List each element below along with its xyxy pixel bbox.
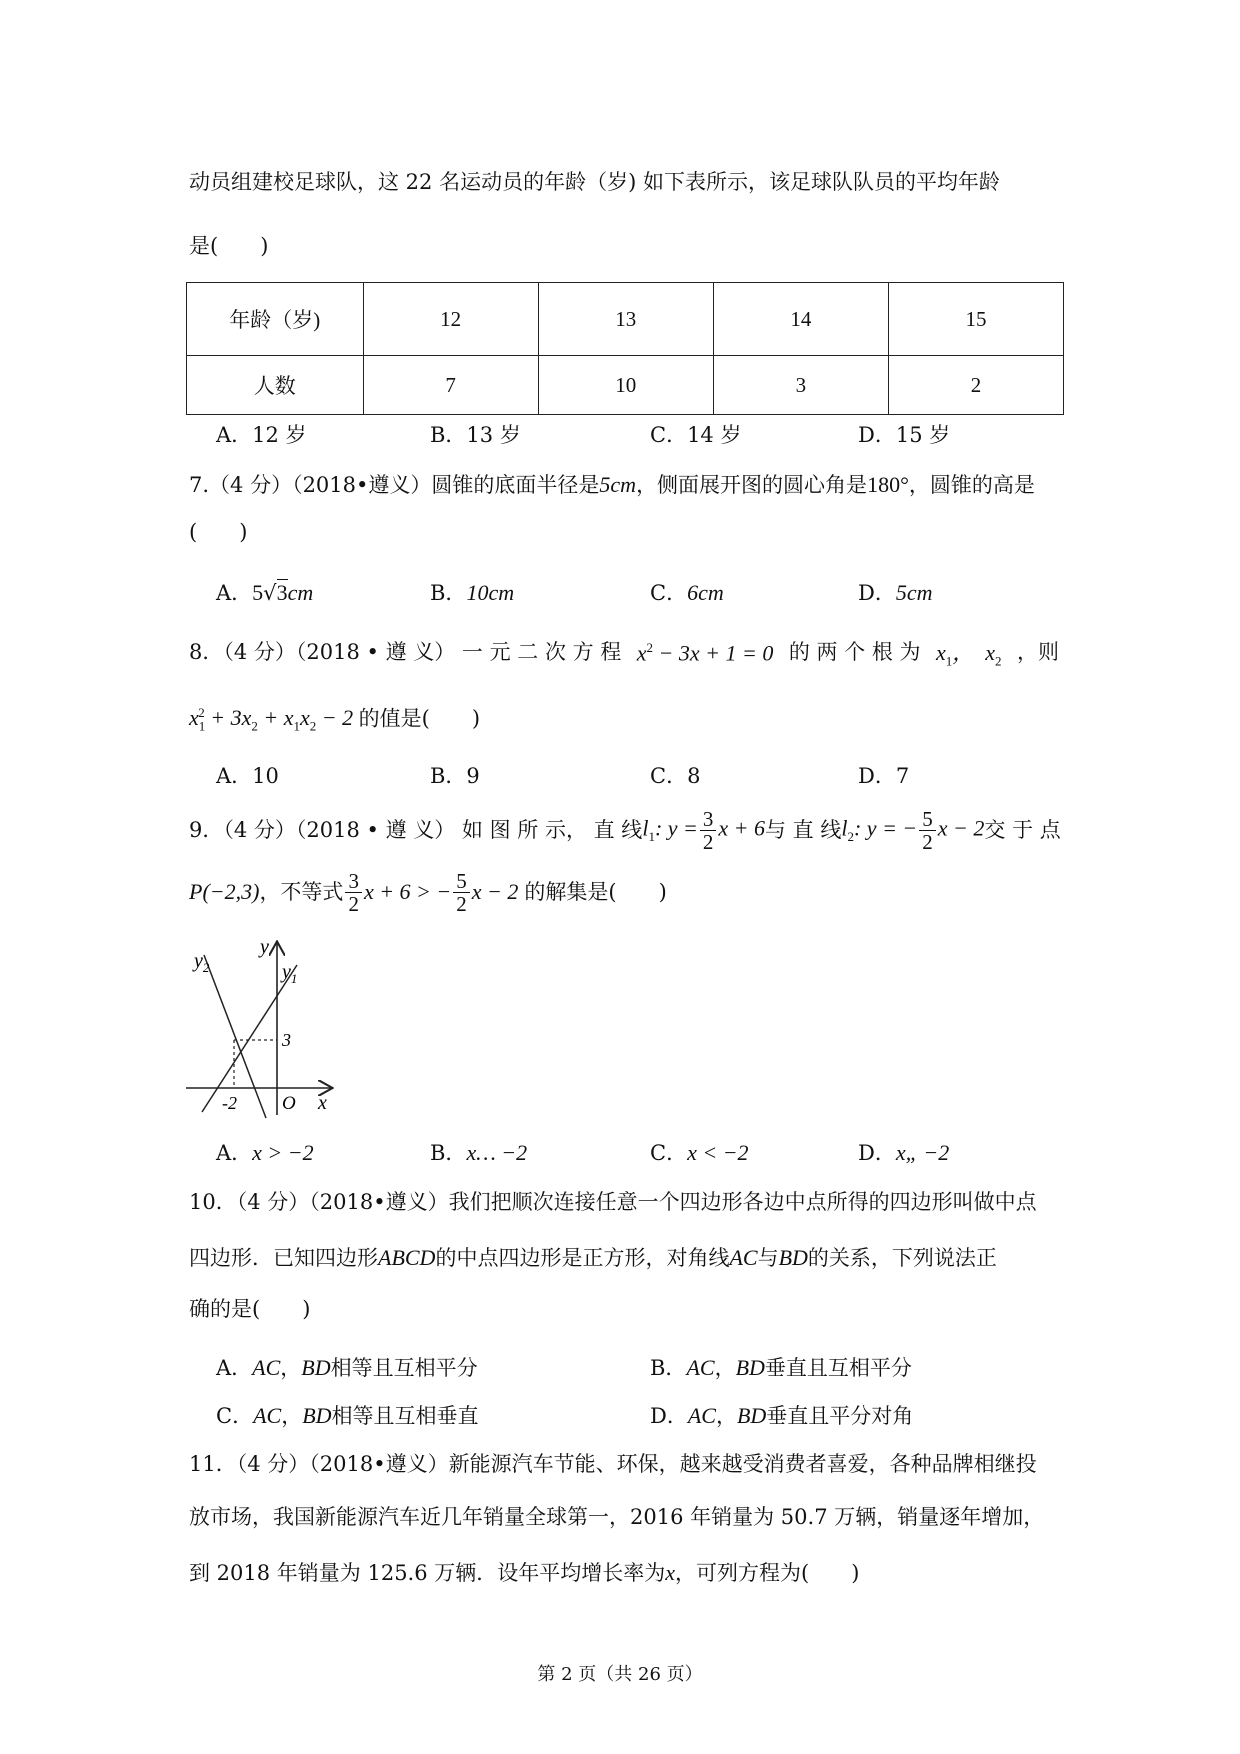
q9-option-a: A．x > −2 (216, 1140, 314, 1165)
q7-line1 (189, 472, 1035, 498)
q9-mid: 与 直 线 (765, 817, 842, 842)
q6-line2: 是( ) (189, 234, 269, 258)
y1-label: $y_1$ (282, 961, 298, 986)
table-row (187, 356, 1064, 415)
q8-option-d: D．7 (858, 764, 910, 788)
age-cell: 15 (888, 283, 1063, 356)
q7-option-b: B．10cm (430, 580, 515, 605)
y-axis-label: y (260, 936, 269, 958)
origin-label: O (282, 1093, 296, 1114)
q11-line3: 到 2018 年销量为 125.6 万辆．设年平均增长率为x，可列方程为( ) (189, 1560, 860, 1585)
count-cell: 10 (538, 356, 713, 415)
q8-equation: $x^2 - 3x + 1 = 0$ (636, 640, 774, 666)
q6-option-c: C．14 岁 (650, 423, 742, 447)
q8-line2 (189, 705, 480, 734)
q10-line3: 确的是( ) (189, 1297, 311, 1321)
tick-minus-2: -2 (222, 1093, 237, 1113)
q9-figure (186, 935, 336, 1120)
q8-expression: $x_1^2 + 3x_2 + x_1x_2 - 2$ (189, 705, 359, 734)
age-cell: 14 (713, 283, 888, 356)
age-cell: 13 (538, 283, 713, 356)
q7-mid: ，侧面展开图的圆心角是 (636, 473, 868, 497)
q8-mid: 的 两 个 根 为 (788, 640, 921, 664)
q7-option-d: D．5cm (858, 580, 933, 605)
q11-line2: 放市场，我国新能源汽车近几年销量全球第一，2016 年销量为 50.7 万辆，销量逐年增加， (189, 1505, 1045, 1529)
q9-line2-post: 的解集是( ) (524, 879, 667, 904)
q7-option-c: C．6cm (650, 580, 724, 605)
table-row (187, 283, 1064, 356)
q6-line1: 动员组建校足球队，这 22 名运动员的年龄（岁) 如下表所示，该足球队队员的平均年龄 (189, 170, 1000, 194)
q10-option-c: C．AC，BD相等且互相垂直 (216, 1403, 479, 1428)
q9-line-l1: $l_1$: y = $\frac{3}{2}$ x + 6 (642, 807, 765, 855)
q9-option-c: C．x < −2 (650, 1140, 749, 1165)
sqrt-symbol: √ (263, 581, 277, 605)
q6-option-b: B．13 岁 (430, 423, 521, 447)
tick-3: 3 (282, 1030, 291, 1050)
q8-pre: 8．（4 分）（2018 • 遵 义） 一 元 二 次 方 程 (189, 640, 622, 664)
q8-option-c: C．8 (650, 764, 701, 788)
q9-line-l2: $l_2$: y = − $\frac{5}{2}$ x − 2 (841, 807, 985, 855)
age-table (186, 282, 1064, 415)
q10-option-a: A．AC，BD相等且互相平分 (216, 1355, 478, 1380)
q10-line2: 四边形．已知四边形ABCD的中点四边形是正方形，对角线AC与BD的关系，下列说法正 (189, 1245, 997, 1270)
q7-option-a: A．5√3cm (216, 580, 314, 605)
q10-line1: 10．（4 分）（2018•遵义）我们把顺次连接任意一个四边形各边中点所得的四边形叫做中点 (189, 1190, 1037, 1214)
q11-line1: 11．（4 分）（2018•遵义）新能源汽车节能、环保，越来越受消费者喜爱，各种品牌相继投 (189, 1452, 1037, 1476)
q9-ineq-tail: x − 2 (471, 879, 519, 905)
q9-ineq-pre: ，不等式 (259, 879, 344, 904)
q6-option-a: A．12 岁 (216, 423, 307, 447)
count-header: 人数 (187, 356, 364, 415)
age-cell: 12 (363, 283, 538, 356)
q9-ineq-mid: x + 6 > − (363, 879, 452, 905)
page-footer: 第 2 页（共 26 页） (537, 1664, 703, 1685)
q8-option-a: A．10 (216, 764, 279, 788)
q9-pre: 9．（4 分）（2018 • 遵 义） 如 图 所 示， 直 线 (189, 817, 643, 842)
q8-line2-post: 的值是( ) (358, 706, 481, 731)
y2-label: $y_2$ (194, 950, 210, 975)
q9-point: P(−2,3) (189, 879, 260, 905)
q7-line2: ( ) (189, 520, 248, 544)
q10-option-b: B．AC，BD垂直且互相平分 (650, 1355, 912, 1380)
count-cell: 7 (363, 356, 538, 415)
q8-option-b: B．9 (430, 764, 480, 788)
q9-post: 交 于 点 (984, 817, 1061, 842)
q9-line2: P(−2,3) ，不等式 $\frac{3}{2}$ x + 6 > − $\frac{5}{2}$ x − 2 的解集是( ) (189, 869, 667, 917)
count-cell: 2 (888, 356, 1063, 415)
q9-option-d: D．x„ −2 (858, 1140, 950, 1165)
q10-option-d: D．AC，BD垂直且平分对角 (650, 1403, 914, 1428)
q8-tail: ，则 (1017, 640, 1059, 664)
age-header: 年龄（岁) (187, 283, 364, 356)
x-axis-label: x (318, 1092, 327, 1114)
q7-pre: 7.（4 分）（2018•遵义）圆锥的底面半径是 (189, 473, 600, 497)
q6-option-d: D．15 岁 (858, 423, 951, 447)
q7-angle: 180° (867, 472, 909, 497)
q8-roots: $x_1$， $x_2$ (936, 640, 1002, 669)
q9-option-b: B．x… −2 (430, 1140, 528, 1165)
q7-post: ，圆锥的高是 (908, 473, 1035, 497)
q8-line1 (189, 640, 1059, 669)
q9-line1 (189, 808, 1059, 853)
q7-radius: 5cm (599, 472, 637, 497)
count-cell: 3 (713, 356, 888, 415)
